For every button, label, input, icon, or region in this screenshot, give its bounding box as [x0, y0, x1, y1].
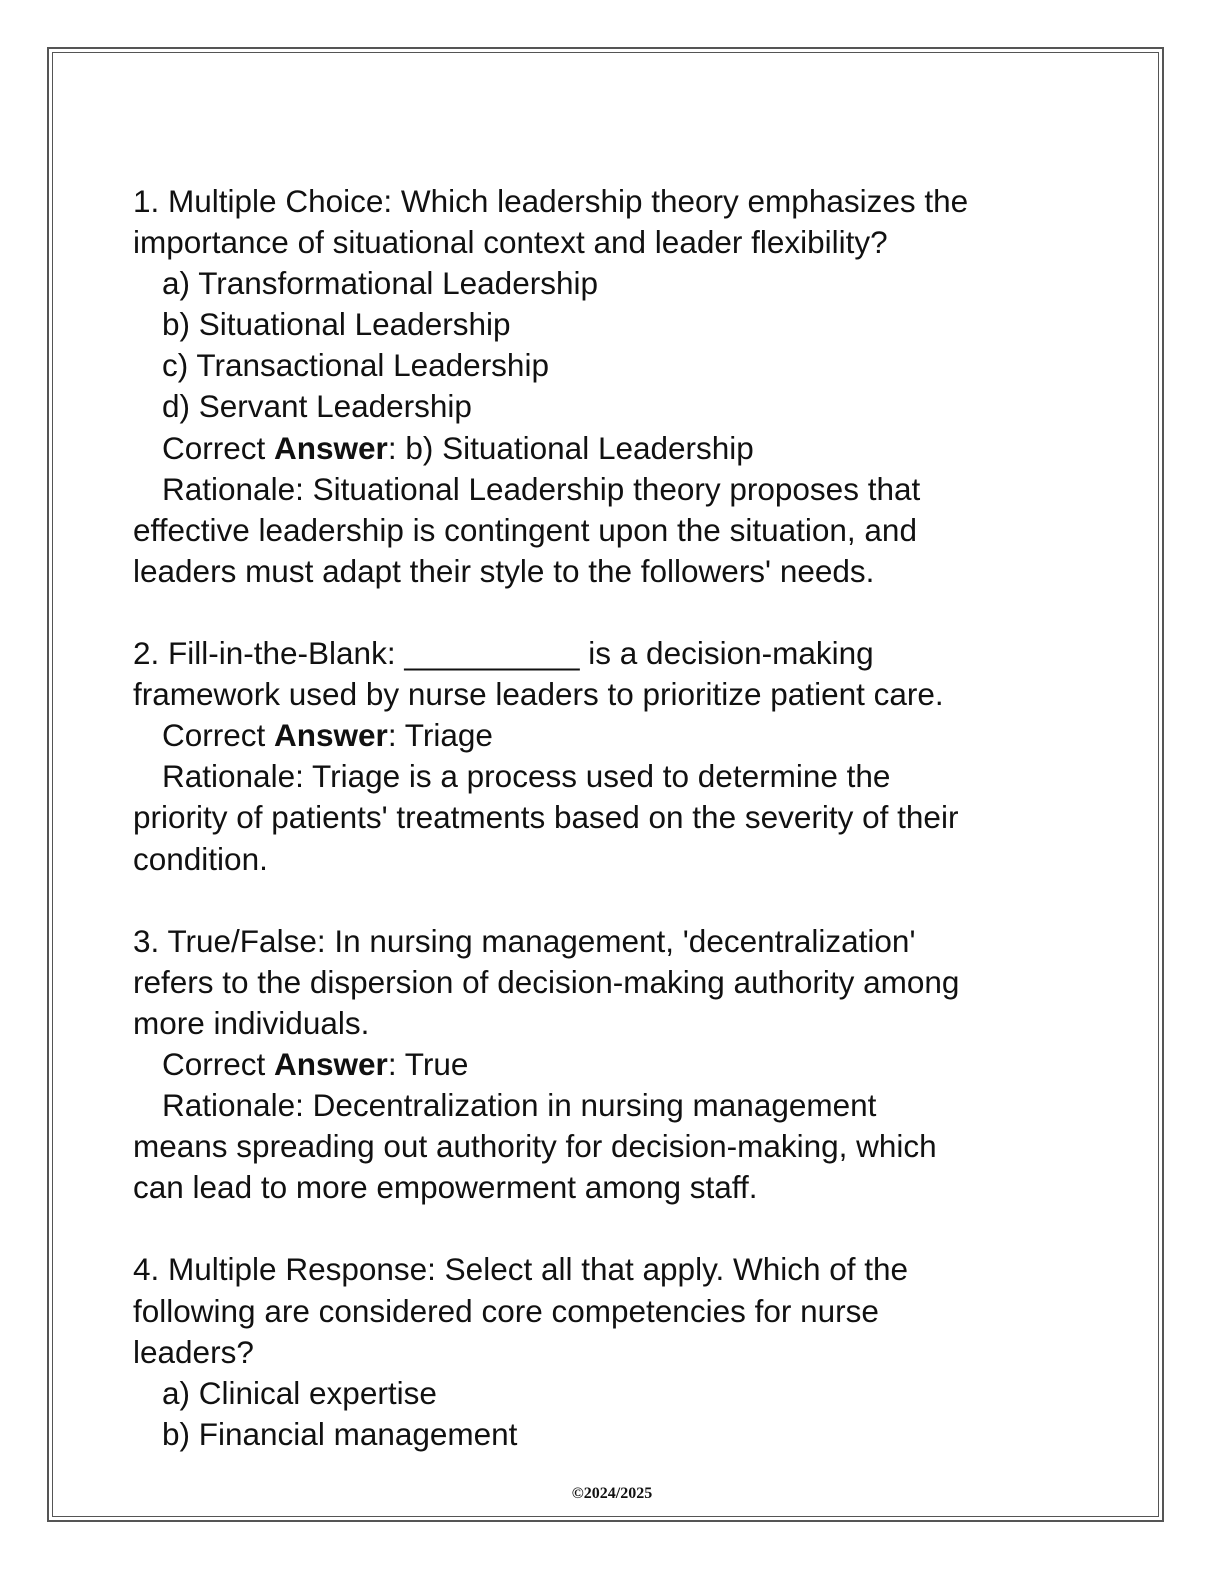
correct-answer-label: Answer [274, 429, 388, 466]
correct-answer-value: : True [387, 1045, 469, 1082]
question-3 [133, 921, 1093, 1209]
correct-answer-prefix: Correct [162, 717, 275, 754]
question-stem-line: 1. Multiple Choice: Which leadership theory emphasizes the [133, 183, 969, 219]
correct-answer-label: Answer [274, 717, 388, 754]
answer-option-d: d) Servant Leadership [162, 388, 472, 425]
rationale-line: Rationale: Decentralization in nursing management [162, 1087, 877, 1124]
rationale-line: means spreading out authority for decision-making, which [133, 1128, 937, 1165]
question-stem-line: 3. True/False: In nursing management, 'decentralization' [133, 922, 916, 959]
question-1 [133, 181, 1093, 592]
question-stem-line: leaders? [133, 1333, 254, 1370]
rationale-line: Rationale: Situational Leadership theory proposes that [162, 470, 921, 507]
rationale-line: Rationale: Triage is a process used to determine the [162, 758, 891, 795]
paragraph-gap [133, 1208, 1093, 1249]
paragraph-gap [133, 592, 1093, 633]
correct-answer-prefix: Correct [162, 429, 275, 466]
question-2 [133, 633, 1093, 880]
answer-option-a: a) Clinical expertise [162, 1374, 437, 1411]
question-stem-line: refers to the dispersion of decision-making authority among [133, 963, 960, 1000]
correct-answer-label: Answer [274, 1045, 388, 1082]
question-stem-line: framework used by nurse leaders to prioritize patient care. [133, 676, 944, 713]
footer-copyright: ©2024/2025 [571, 1485, 653, 1502]
correct-answer-value: : Triage [387, 717, 493, 754]
question-4 [133, 1249, 1093, 1454]
answer-option-a: a) Transformational Leadership [162, 265, 598, 302]
correct-answer [133, 428, 1093, 469]
correct-answer-value: : b) Situational Leadership [387, 429, 754, 466]
answer-option-b: b) Situational Leadership [162, 306, 511, 343]
correct-answer [133, 715, 1093, 756]
answer-option-b: b) Financial management [162, 1415, 518, 1452]
question-stem-line: 4. Multiple Response: Select all that apply. Which of the [133, 1251, 909, 1288]
answer-option-c: c) Transactional Leadership [162, 347, 549, 384]
question-stem-line: importance of situational context and leader flexibility? [133, 224, 888, 261]
rationale-line: condition. [133, 840, 268, 877]
question-stem-line: following are considered core competencies for nurse [133, 1292, 879, 1329]
rationale-line: priority of patients' treatments based on the severity of their [133, 799, 959, 836]
document-body [133, 181, 1093, 1455]
rationale-line: effective leadership is contingent upon the situation, and [133, 511, 917, 548]
paragraph-gap [133, 880, 1093, 921]
correct-answer-prefix: Correct [162, 1045, 275, 1082]
question-stem-line: more individuals. [133, 1004, 370, 1041]
correct-answer [133, 1044, 1093, 1085]
rationale-line: leaders must adapt their style to the followers' needs. [133, 552, 875, 589]
rationale-line: can lead to more empowerment among staff. [133, 1169, 758, 1206]
question-stem-line: 2. Fill-in-the-Blank: __________ is a decision-making [133, 635, 874, 672]
